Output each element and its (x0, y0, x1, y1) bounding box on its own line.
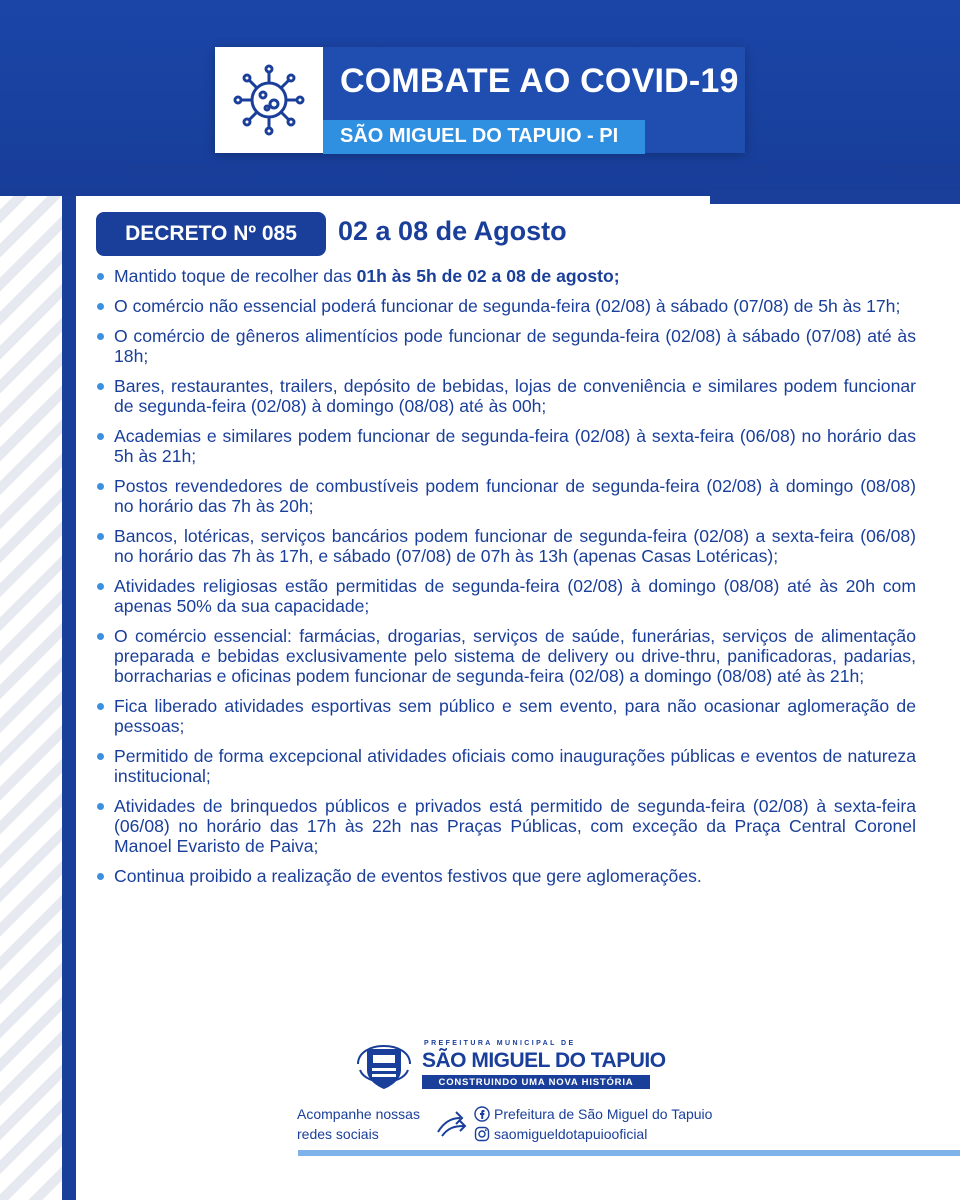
list-item: Mantido toque de recolher das 01h às 5h de 02 a 08 de agosto; (96, 266, 916, 286)
bullet-icon (97, 533, 104, 540)
bullet-icon (97, 803, 104, 810)
social-links (474, 1104, 712, 1144)
facebook-link[interactable] (474, 1104, 712, 1124)
bullet-icon (97, 303, 104, 310)
measures-list (96, 266, 916, 896)
decree-badge: DECRETO Nº 085 (96, 212, 326, 256)
footer-divider (298, 1150, 960, 1156)
bullet-icon (97, 333, 104, 340)
instagram-handle: saomigueldotapuiooficial (494, 1126, 648, 1142)
page-subtitle: SÃO MIGUEL DO TAPUIO - PI (340, 125, 619, 147)
virus-icon-box (215, 47, 323, 153)
list-item: Bares, restaurantes, trailers, depósito de bebidas, lojas de conveniência e similares podem funcionar de segunda-feira (02/08) à domingo (08/08) até às 00h; (96, 376, 916, 416)
instagram-link[interactable] (474, 1124, 712, 1144)
bullet-icon (97, 383, 104, 390)
list-item: Atividades religiosas estão permitidas de segunda-feira (02/08) à domingo (08/08) até às 20h com apenas 50% da sua capacidade; (96, 576, 916, 616)
city-crest-icon (352, 1030, 416, 1094)
list-item: Permitido de forma excepcional atividades oficiais como inaugurações públicas e eventos de natureza institucional; (96, 746, 916, 786)
header-accent-strip (710, 190, 960, 204)
list-item: Atividades de brinquedos públicos e privados está permitido de segunda-feira (02/08) à sexta-feira (06/08) no horário das 17h às 22h nas Praças Públicas, com exceção da Praça Central Coronel Manoel Evaristo de Paiva; (96, 796, 916, 856)
bullet-icon (97, 753, 104, 760)
decree-dates: 02 a 08 de Agosto (338, 216, 567, 246)
list-item: Academias e similares podem funcionar de segunda-feira (02/08) à sexta-feira (06/08) no horário das 5h às 21h; (96, 426, 916, 466)
left-accent-bar (62, 190, 76, 1200)
bullet-icon (97, 273, 104, 280)
list-item: Fica liberado atividades esportivas sem público e sem evento, para não ocasionar aglomeração de pessoas; (96, 696, 916, 736)
bullet-icon (97, 433, 104, 440)
decorative-stripes (0, 190, 62, 1200)
bullet-icon (97, 483, 104, 490)
list-item: O comércio essencial: farmácias, drogarias, serviços de saúde, funerárias, serviços de alimentação preparada e bebidas exclusivamente pelo sistema de delivery ou drive-thru, panificadoras, padarias, borracharias e oficinas podem funcionar de segunda-feira (02/08) a domingo (08/08) até às 21h; (96, 626, 916, 686)
list-item: Postos revendedores de combustíveis podem funcionar de segunda-feira (02/08) à domingo (08/08) no horário das 7h às 20h; (96, 476, 916, 516)
list-item: O comércio não essencial poderá funcionar de segunda-feira (02/08) à sábado (07/08) de 5h às 17h; (96, 296, 916, 316)
bullet-icon (97, 583, 104, 590)
facebook-icon (474, 1106, 490, 1122)
share-icon (434, 1106, 468, 1140)
instagram-icon (474, 1126, 490, 1142)
org-name: SÃO MIGUEL DO TAPUIO (422, 1049, 666, 1072)
facebook-page-name: Prefeitura de São Miguel do Tapuio (494, 1106, 713, 1122)
list-item: O comércio de gêneros alimentícios pode funcionar de segunda-feira (02/08) à sábado (07/08) até às 18h; (96, 326, 916, 366)
bullet-icon (97, 703, 104, 710)
list-item: Continua proibido a realização de eventos festivos que gere aglomerações. (96, 866, 916, 886)
page-title: COMBATE AO COVID-19 (340, 62, 739, 100)
bullet-icon (97, 873, 104, 880)
follow-caption: Acompanhe nossas redes sociais (297, 1106, 420, 1142)
list-item: Bancos, lotéricas, serviços bancários podem funcionar de segunda-feira (02/08) a sexta-feira (06/08) no horário das 7h às 17h, e sábado (07/08) de 07h às 13h (apenas Casas Lotéricas); (96, 526, 916, 566)
bullet-icon (97, 633, 104, 640)
virus-icon (229, 60, 309, 140)
org-slogan: CONSTRUINDO UMA NOVA HISTÓRIA (422, 1075, 650, 1089)
org-caption: PREFEITURA MUNICIPAL DE (424, 1040, 576, 1047)
